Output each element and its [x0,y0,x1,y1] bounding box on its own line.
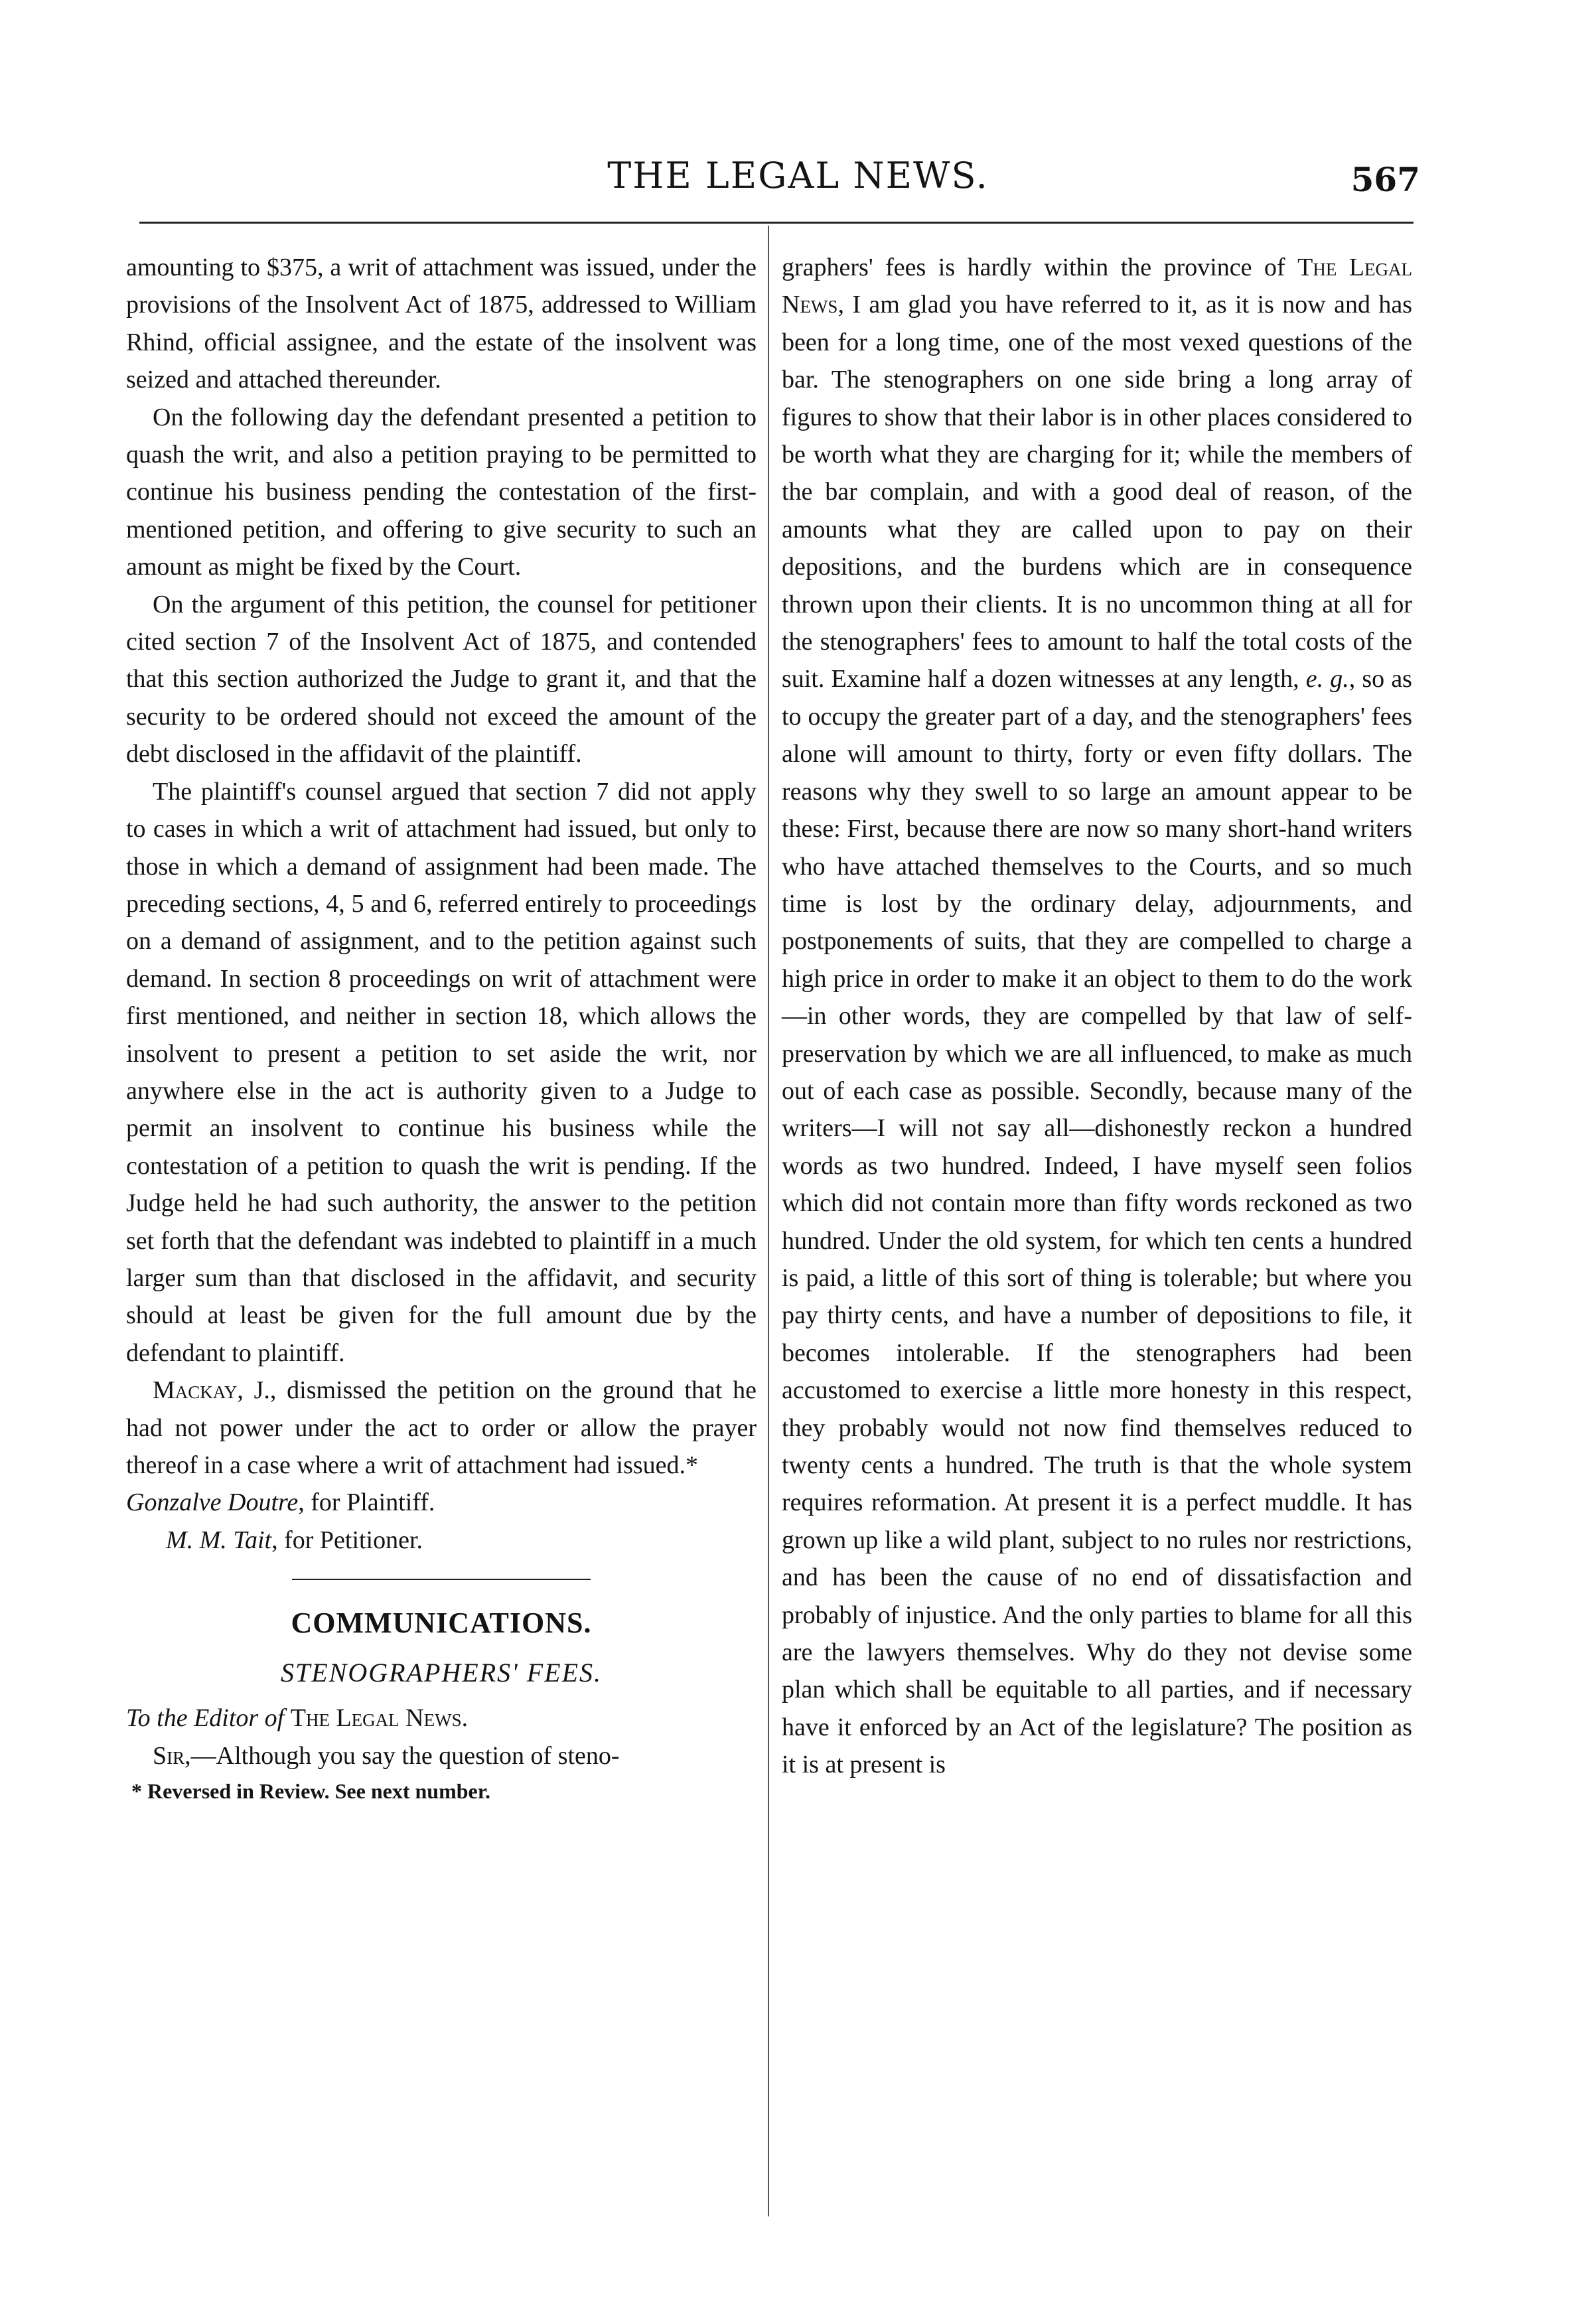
section-rule [292,1579,591,1580]
text-run-italic: e. g. [1305,665,1349,693]
text-run: , so as to occupy the greater part of a day, and the stenographers' fees alone will amount to thirty, forty or even fifty dollars. The reasons why they swell to so large an amount appear to be these: First, because there are now so many short-hand writers who have attached themselves to the Courts, and so much time is lost by the ordinary delay, adjournments, and postponements of suits, that they are compelled to charge a high price in order to make it an object to them to do the work—in other words, they are compelled by that law of self-preservation by which we are all influenced, to make as much out of each case as possible. Secondly, because many of the writers—I will not say all—dishonestly reckon a hundred words as two hundred. Indeed, I have myself seen folios which did not contain more than fifty words reckoned as two hundred. Under the old system, for which ten cents a hundred is paid, a little of this sort of thing is tolerable; but where you pay thirty cents, and have a number of depositions to file, it becomes intolerable. If the stenographers had been accustomed to exercise a little more honesty in this respect, they probably would not now find themselves reduced to twenty cents a hundred. The truth is that the whole system requires reformation. At present it is a perfect muddle. It has grown up like a wild plant, subject to no rules nor restrictions, and has been the cause of no end of dissatisfaction and probably of injustice. And the only parties to blame for all this are the lawyers themselves. Why do they not devise some plan which shall be equitable to all parties, and if necessary have it enforced by an Act of the legislature? The position as it is at present is [782,665,1412,1779]
judgment-text: , J., dismissed the petition on the ground that he had not power under the act to order or allow the prayer thereof in a case where a writ of attachment had issued.* [126,1376,757,1479]
judgment-paragraph [126,1372,757,1484]
page-number: 567 [1350,160,1420,199]
counsel-line [126,1484,757,1521]
letter-sir: Sir [153,1741,185,1770]
sub-heading: STENOGRAPHERS' FEES. [280,1658,603,1688]
counsel-role: , for Petitioner. [271,1526,423,1554]
paragraph: amounting to $375, a writ of attachment was issued, under the provisions of the Insolvent Act of 1875, addressed to William Rhind, official assignee, and the estate of the insolvent was seized and attached thereunder. [126,253,757,394]
counsel-name: Gonzalve Doutre [126,1488,299,1517]
running-title: THE LEGAL NEWS. [607,155,989,196]
salutation-text: To the Editor of [126,1704,291,1733]
salutation [126,1699,757,1737]
paragraph: On the argument of this petition, the counsel for petitioner cited section 7 of the Insolvent Act of 1875, and contended that this section authorized the Judge to grant it, and that the security to be ordered should not exceed the amount of the debt disclosed in the affidavit of the plaintiff. [126,590,757,768]
letter-opening [126,1737,757,1774]
running-head [0,153,1596,199]
judge-name: Mackay [153,1376,238,1405]
text-run: graphers' fees is hardly within the province of [782,253,1298,281]
left-column [126,249,757,1808]
counsel-role: , for Plaintiff. [298,1488,435,1517]
counsel-name: M. M. Tait [166,1526,272,1554]
right-column [782,249,1412,1784]
section-heading: COMMUNICATIONS. [291,1607,592,1640]
salutation-end: . [461,1704,469,1733]
header-rule [139,222,1414,224]
letter-opening-text: ,—Although you say the question of steno- [184,1741,620,1770]
publication-name: The Legal News [782,253,1412,319]
column-divider [768,226,769,2216]
paragraph [782,249,1412,1784]
paragraph: The plaintiff's counsel argued that section 7 did not apply to cases in which a writ of attachment had issued, but only to those in which a demand of assignment had been made. The preceding sections, 4, 5 and 6, referred entirely to proceedings on a demand of assignment, and to the petition against such demand. In section 8 proceedings on writ of attachment were first mentioned, and neither in section 18, which allows the insolvent to present a petition to set aside the writ, nor anywhere else in the act is authority given to a Judge to permit an insolvent to continue his business while the contestation of a petition to quash the writ is pending. If the Judge held he had such authority, the answer to the petition set forth that the defendant was indebted to plaintiff in a much larger sum than that disclosed in the affidavit, and security should at least be given for the full amount due by the defendant to plaintiff. [126,777,757,1367]
paragraph: On the following day the defendant presented a petition to quash the writ, and also a petition praying to be permitted to continue his business pending the contestation of the first-mentioned petition, and offering to give security to such an amount as might be fixed by the Court. [126,403,757,581]
counsel-line [126,1522,757,1559]
publication-name: The Legal News [290,1704,462,1733]
footnote: * Reversed in Review. See next number. [131,1779,490,1804]
text-run: , I am glad you have referred to it, as it is now and has been for a long time, one of the most vexed questions of the bar. The stenographers on one side bring a long array of figures to show that their labor is in other places considered to be worth what they are charging for it; while the members of the bar complain, and with a good deal of reason, of the amounts what they are called upon to pay on their depositions, and the burdens which are in consequence thrown upon their clients. It is no uncommon thing at all for the stenographers' fees to amount to half the total costs of the suit. Examine half a dozen witnesses at any length, [782,291,1412,693]
